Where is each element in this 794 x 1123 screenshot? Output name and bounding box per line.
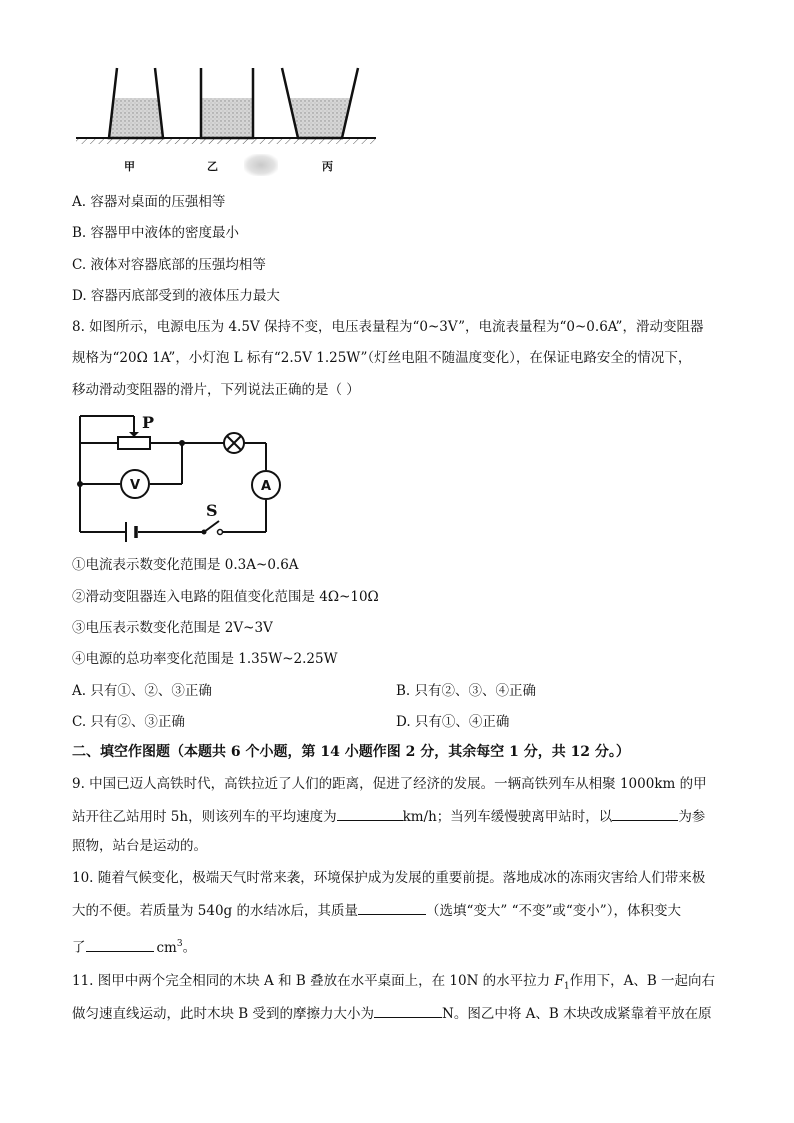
q8-statement-2: ②滑动变阻器连入电路的阻值变化范围是 4Ω~10Ω (72, 589, 379, 605)
q10-blank-volume[interactable] (86, 937, 154, 952)
q11-blank-friction[interactable] (374, 1003, 442, 1018)
section-heading: 二、填空作图题（本题共 6 个小题，第 14 小题作图 2 分，其余每空 1 分，共 12 分。） (72, 744, 630, 760)
container-jia (109, 68, 163, 138)
battery (126, 522, 136, 542)
q8-stem-line-2: 规格为“20Ω 1A”，小灯泡 L 标有“2.5V 1.25W”（灯丝电阻不随温度变化），在保证电路安全的情况下， (72, 350, 692, 366)
q11-force-subscript: 1 (563, 981, 570, 992)
container-yi (201, 68, 253, 138)
q8-option-a: A. 只有①、②、③正确 (72, 683, 212, 699)
q10-text-b: （选填“变大” “不变”或“变小”），体积变大 (426, 903, 681, 919)
q8-option-c: C. 只有②、③正确 (72, 714, 185, 730)
q11-line-1 (72, 972, 715, 996)
q9-blank-reference[interactable] (612, 806, 678, 821)
q7-option-a: A. 容器对桌面的压强相等 (72, 194, 226, 210)
junction-dot (77, 481, 83, 487)
q8-option-d: D. 只有①、④正确 (396, 714, 510, 730)
q10-line-1: 10. 随着气候变化，极端天气时常来袭，环境保护成为发展的重要前提。落地成冰的冻雨灾害给人们带来极 (72, 870, 706, 886)
q11-text-a: 11. 图甲中两个完全相同的木块 A 和 B 叠放在水平桌面上，在 10N 的水平拉力 (72, 973, 555, 989)
q8-stem-line-1: 8. 如图所示，电源电压为 4.5V 保持不变，电压表量程为“0~3V”，电流表量程为“0~0.6A”，滑动变阻器 (72, 319, 704, 335)
q10-line-2 (72, 900, 681, 920)
circuit-diagram (72, 408, 292, 548)
ammeter-label: A (260, 479, 272, 494)
voltmeter-label: V (129, 478, 141, 493)
scan-smudge (244, 154, 278, 176)
q10-unit-exponent: 3 (176, 939, 183, 949)
q8-statement-3: ③电压表示数变化范围是 2V~3V (72, 620, 273, 636)
rheostat (118, 437, 150, 449)
q9-line-1: 9. 中国已迈人高铁时代，高铁拉近了人们的距离，促进了经济的发展。一辆高铁列车从相聚 1000km 的甲 (72, 776, 707, 792)
q8-stem-line-3: 移动滑动变阻器的滑片，下列说法正确的是（ ） (72, 382, 360, 398)
figure-label-jia: 甲 (124, 160, 135, 173)
q11-text-d: N。图乙中将 A、B 木块改成紧靠着平放在原 (442, 1006, 712, 1022)
figure-label-bing: 丙 (322, 160, 333, 173)
q11-force-symbol: F (554, 973, 564, 989)
q10-end: 。 (182, 939, 197, 956)
lamp (224, 433, 244, 453)
junction-dot (179, 440, 185, 446)
q11-line-2 (72, 1003, 712, 1023)
switch (202, 521, 223, 535)
q10-line-3 (72, 935, 196, 957)
switch-label: S (206, 501, 218, 520)
q7-option-c: C. 液体对容器底部的压强均相等 (72, 257, 266, 273)
containers-figure (72, 60, 392, 160)
q10-text-a: 大的不便。若质量为 540g 的水结冰后，其质量 (72, 903, 358, 919)
q11-text-c: 做匀速直线运动，此时木块 B 受到的摩擦力大小为 (72, 1006, 375, 1022)
figure-label-yi: 乙 (207, 160, 218, 173)
q10-unit: cm (156, 939, 177, 956)
q7-option-d: D. 容器丙底部受到的液体压力最大 (72, 288, 280, 304)
q9-line-2 (72, 806, 705, 826)
q8-statement-4: ④电源的总功率变化范围是 1.35W~2.25W (72, 651, 338, 667)
q9-line-3: 照物，站台是运动的。 (72, 838, 207, 854)
q9-text-a: 站开往乙站用时 5h，则该列车的平均速度为 (72, 809, 337, 825)
q9-text-c: 为参 (678, 809, 706, 825)
q11-text-b: 作用下，A、B 一起向右 (569, 973, 716, 989)
q10-text-c: 了 (72, 939, 86, 956)
q9-text-b: km/h；当列车缓慢驶离甲站时，以 (402, 809, 613, 825)
q10-blank-mass[interactable] (358, 900, 426, 915)
container-bing (282, 68, 358, 138)
q7-option-b: B. 容器甲中液体的密度最小 (72, 225, 240, 241)
q9-blank-speed[interactable] (337, 806, 403, 821)
q8-option-b: B. 只有②、③、④正确 (396, 683, 537, 699)
q8-statement-1: ①电流表示数变化范围是 0.3A~0.6A (72, 557, 299, 573)
slider-label: P (142, 413, 155, 432)
